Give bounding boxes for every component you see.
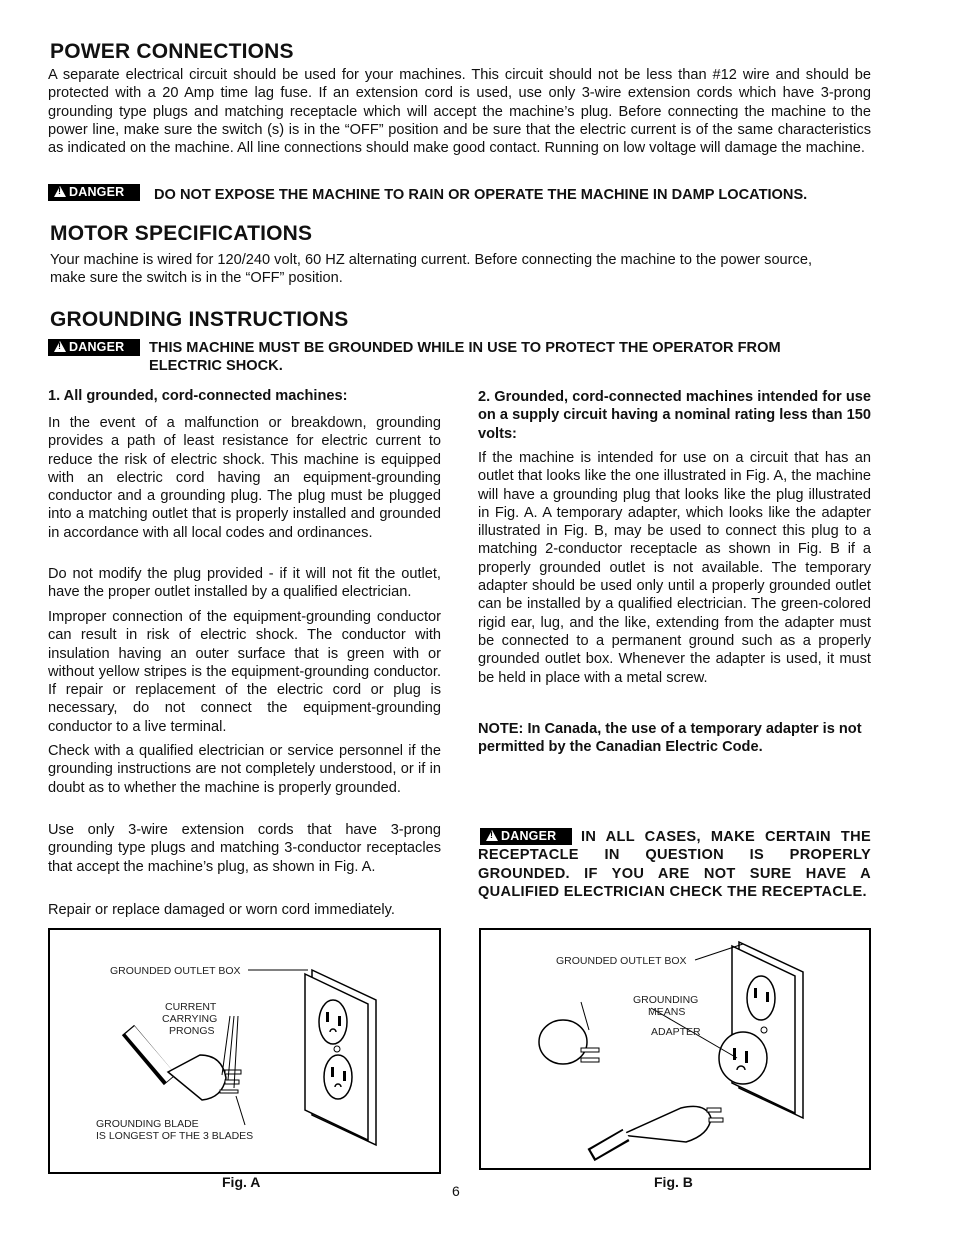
label-grounded-outlet-box: GROUNDED OUTLET BOX	[110, 965, 241, 977]
grounding-danger-text: THIS MACHINE MUST BE GROUNDED WHILE IN USE TO PROTECT THE OPERATOR FROM ELECTRIC SHOCK.	[149, 340, 781, 375]
label-grounding-blade-1: GROUNDING BLADE	[96, 1118, 199, 1130]
figure-b-caption: Fig. B	[654, 1174, 693, 1190]
page-number: 6	[452, 1183, 460, 1199]
left-column-paragraph-3: Improper connection of the equipment-grounding conductor can result in risk of electric shock. The conductor with insulation having an outer surface that is green with or without yellow stripes is the equipment-grounding conductor. If repair or replacement of the electric cord or plug is necessary, do not connect the equipment-grounding conductor to a live terminal.	[48, 609, 441, 735]
right-column-subhead: 2. Grounded, cord-connected machines intended for use on a supply circuit having a nominal rating less than 150 volts:	[478, 389, 871, 442]
figure-a-box	[48, 928, 441, 1174]
plug-cord	[621, 1106, 711, 1142]
label-grounded-outlet-box: GROUNDED OUTLET BOX	[556, 955, 687, 967]
danger-badge-power	[48, 184, 140, 201]
plug-body	[168, 1055, 226, 1100]
danger-label: DANGER	[501, 829, 557, 843]
power-danger-text: DO NOT EXPOSE THE MACHINE TO RAIN OR OPERATE THE MACHINE IN DAMP LOCATIONS.	[154, 187, 808, 203]
figure-b-box	[479, 928, 871, 1170]
motor-specifications-heading: MOTOR SPECIFICATIONS	[50, 222, 313, 245]
motor-specifications-text: Your machine is wired for 120/240 volt, 60 HZ alternating current. Before connecting the machine to the power source, make sure the switch is in the “OFF” position.	[50, 252, 813, 287]
power-connections-text: A separate electrical circuit should be used for your machines. This circuit should not be less than #12 wire and should be protected with a 20 Amp time lag fuse. If an extension cord is used, use only 3-wire extension cords which have 3-prong grounding type plugs and matching receptacle which will accept the machine’s plug. Before connecting the machine to the power line, make sure the switch (s) is in the “OFF” position and be sure that the electric current is of the same characteristics as indicated on the machine. All line connections should make good contact. Running on low voltage will damage the machine.	[48, 67, 871, 157]
left-column-subhead: 1. All grounded, cord-connected machines:	[48, 388, 348, 404]
left-column-paragraph-6: Repair or replace damaged or worn cord immediately.	[48, 902, 395, 918]
danger-label: DANGER	[69, 340, 125, 354]
warning-icon	[54, 341, 66, 352]
label-grounding-means-2: MEANS	[648, 1006, 686, 1018]
label-current-1: CURRENT	[165, 1001, 217, 1013]
left-column-paragraph-2: Do not modify the plug provided - if it will not fit the outlet, have the proper outlet installed by a qualified electrician.	[48, 566, 441, 601]
label-adapter: ADAPTER	[651, 1026, 701, 1038]
label-grounding-means-1: GROUNDING	[633, 994, 699, 1006]
figure-a-caption: Fig. A	[222, 1174, 261, 1190]
warning-icon	[54, 186, 66, 197]
grounding-instructions-heading: GROUNDING INSTRUCTIONS	[50, 308, 349, 331]
label-current-3: PRONGS	[169, 1025, 215, 1037]
right-column-note: NOTE: In Canada, the use of a temporary adapter is not permitted by the Canadian Electric Code.	[478, 721, 862, 756]
outlet-lower	[324, 1055, 352, 1099]
left-column-paragraph-1: In the event of a malfunction or breakdown, grounding provides a path of least resistance for electric current to reduce the risk of electric shock. This machine is equipped with an electric cord having an equipment-grounding conductor and a grounding plug. The plug must be plugged into a matching outlet that is properly installed and grounded in accordance with all local codes and ordinances.	[48, 415, 441, 541]
outlet-upper	[747, 976, 775, 1020]
adapter-body	[719, 1032, 767, 1084]
right-column-danger-text: IN ALL CASES, MAKE CERTAIN THE RECEPTACLE IN QUESTION IS PROPERLY GROUNDED. IF YOU ARE NOT SURE HAVE A QUALIFIED ELECTRICIAN CHECK THE RECEPTACLE.	[478, 829, 871, 900]
power-connections-heading: POWER CONNECTIONS	[50, 40, 294, 63]
danger-badge-grounding	[48, 339, 140, 356]
outlet-upper	[319, 1000, 347, 1044]
label-grounding-blade-2: IS LONGEST OF THE 3 BLADES	[96, 1130, 254, 1142]
figure-a-illustration	[50, 930, 439, 1172]
left-column-paragraph-4: Check with a qualified electrician or service personnel if the grounding instructions are not completely understood, or if in doubt as to whether the machine is properly grounded.	[48, 743, 441, 796]
figure-b-illustration	[481, 930, 869, 1168]
danger-label: DANGER	[69, 185, 125, 199]
label-current-2: CARRYING	[162, 1013, 218, 1025]
right-column-paragraph-1: If the machine is intended for use on a circuit that has an outlet that looks like the one illustrated in Fig. A, the machine will have a grounding plug that looks like the plug illustrated in Fig. A. A temporary adapter, which looks like the adapter illustrated in Fig. B, may be used to connect this plug to a matching 2-conductor receptacle as shown in Fig. B if a properly grounded outlet is not available. The temporary adapter should be used only until a properly grounded outlet can be installed by a qualified electrician. The green-colored rigid ear, lug, and the like, extending from the adapter must be connected to a permanent ground such as a properly grounded outlet box. Whenever the adapter is used, it must be held in place with a metal screw.	[478, 450, 871, 686]
plug-left	[539, 1020, 587, 1064]
left-column-paragraph-5: Use only 3-wire extension cords that have 3-prong grounding type plugs and matching 3-conductor receptacles that accept the machine’s plug, as shown in Fig. A.	[48, 822, 441, 875]
